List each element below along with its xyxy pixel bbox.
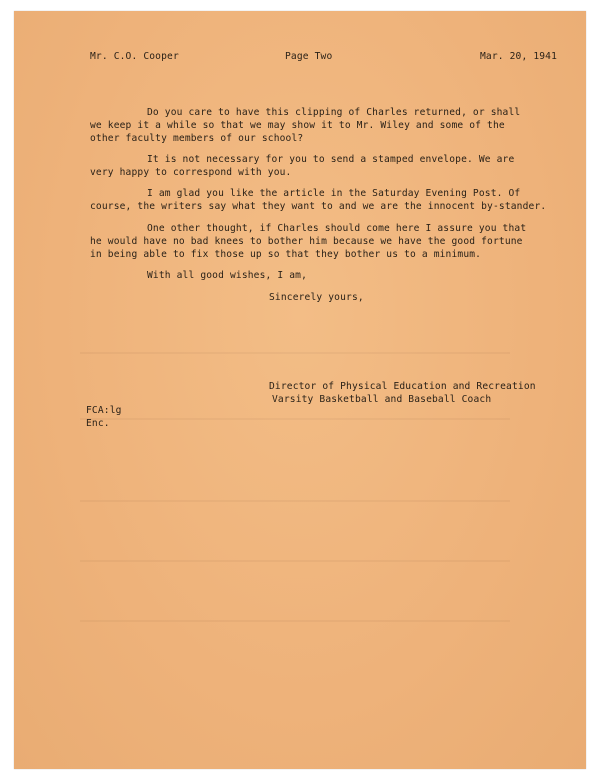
- body-line: he would have no bad knees to bother him because we have the good fortune: [90, 236, 523, 247]
- show-through-mark: [80, 620, 510, 622]
- show-through-mark: [80, 560, 510, 562]
- show-through-mark: [80, 352, 510, 354]
- body-line: It is not necessary for you to send a stamped envelope. We are: [147, 154, 515, 165]
- reference-initials: FCA:lg: [86, 405, 122, 416]
- signature-title: Varsity Basketball and Baseball Coach: [272, 394, 492, 405]
- closing: Sincerely yours,: [269, 292, 364, 303]
- body-line: course, the writers say what they want to and we are the innocent by-stander.: [90, 201, 547, 212]
- signature-title: Director of Physical Education and Recreation: [269, 381, 536, 392]
- show-through-mark: [80, 418, 510, 420]
- page-number: Page Two: [285, 51, 333, 62]
- body-line: very happy to correspond with you.: [90, 167, 292, 178]
- body-line: One other thought, if Charles should come here I assure you that: [147, 223, 527, 234]
- body-line: Do you care to have this clipping of Charles returned, or shall: [147, 107, 521, 118]
- recipient-name: Mr. C.O. Cooper: [90, 51, 179, 62]
- body-line: we keep it a while so that we may show it to Mr. Wiley and some of the: [90, 120, 505, 131]
- enclosure-note: Enc.: [86, 418, 110, 429]
- show-through-mark: [80, 500, 510, 502]
- body-line: With all good wishes, I am,: [147, 270, 307, 281]
- body-line: in being able to fix those up so that they bother us to a minimum.: [90, 249, 482, 260]
- body-line: I am glad you like the article in the Saturday Evening Post. Of: [147, 188, 521, 199]
- body-line: other faculty members of our school?: [90, 133, 304, 144]
- letter-date: Mar. 20, 1941: [480, 51, 558, 62]
